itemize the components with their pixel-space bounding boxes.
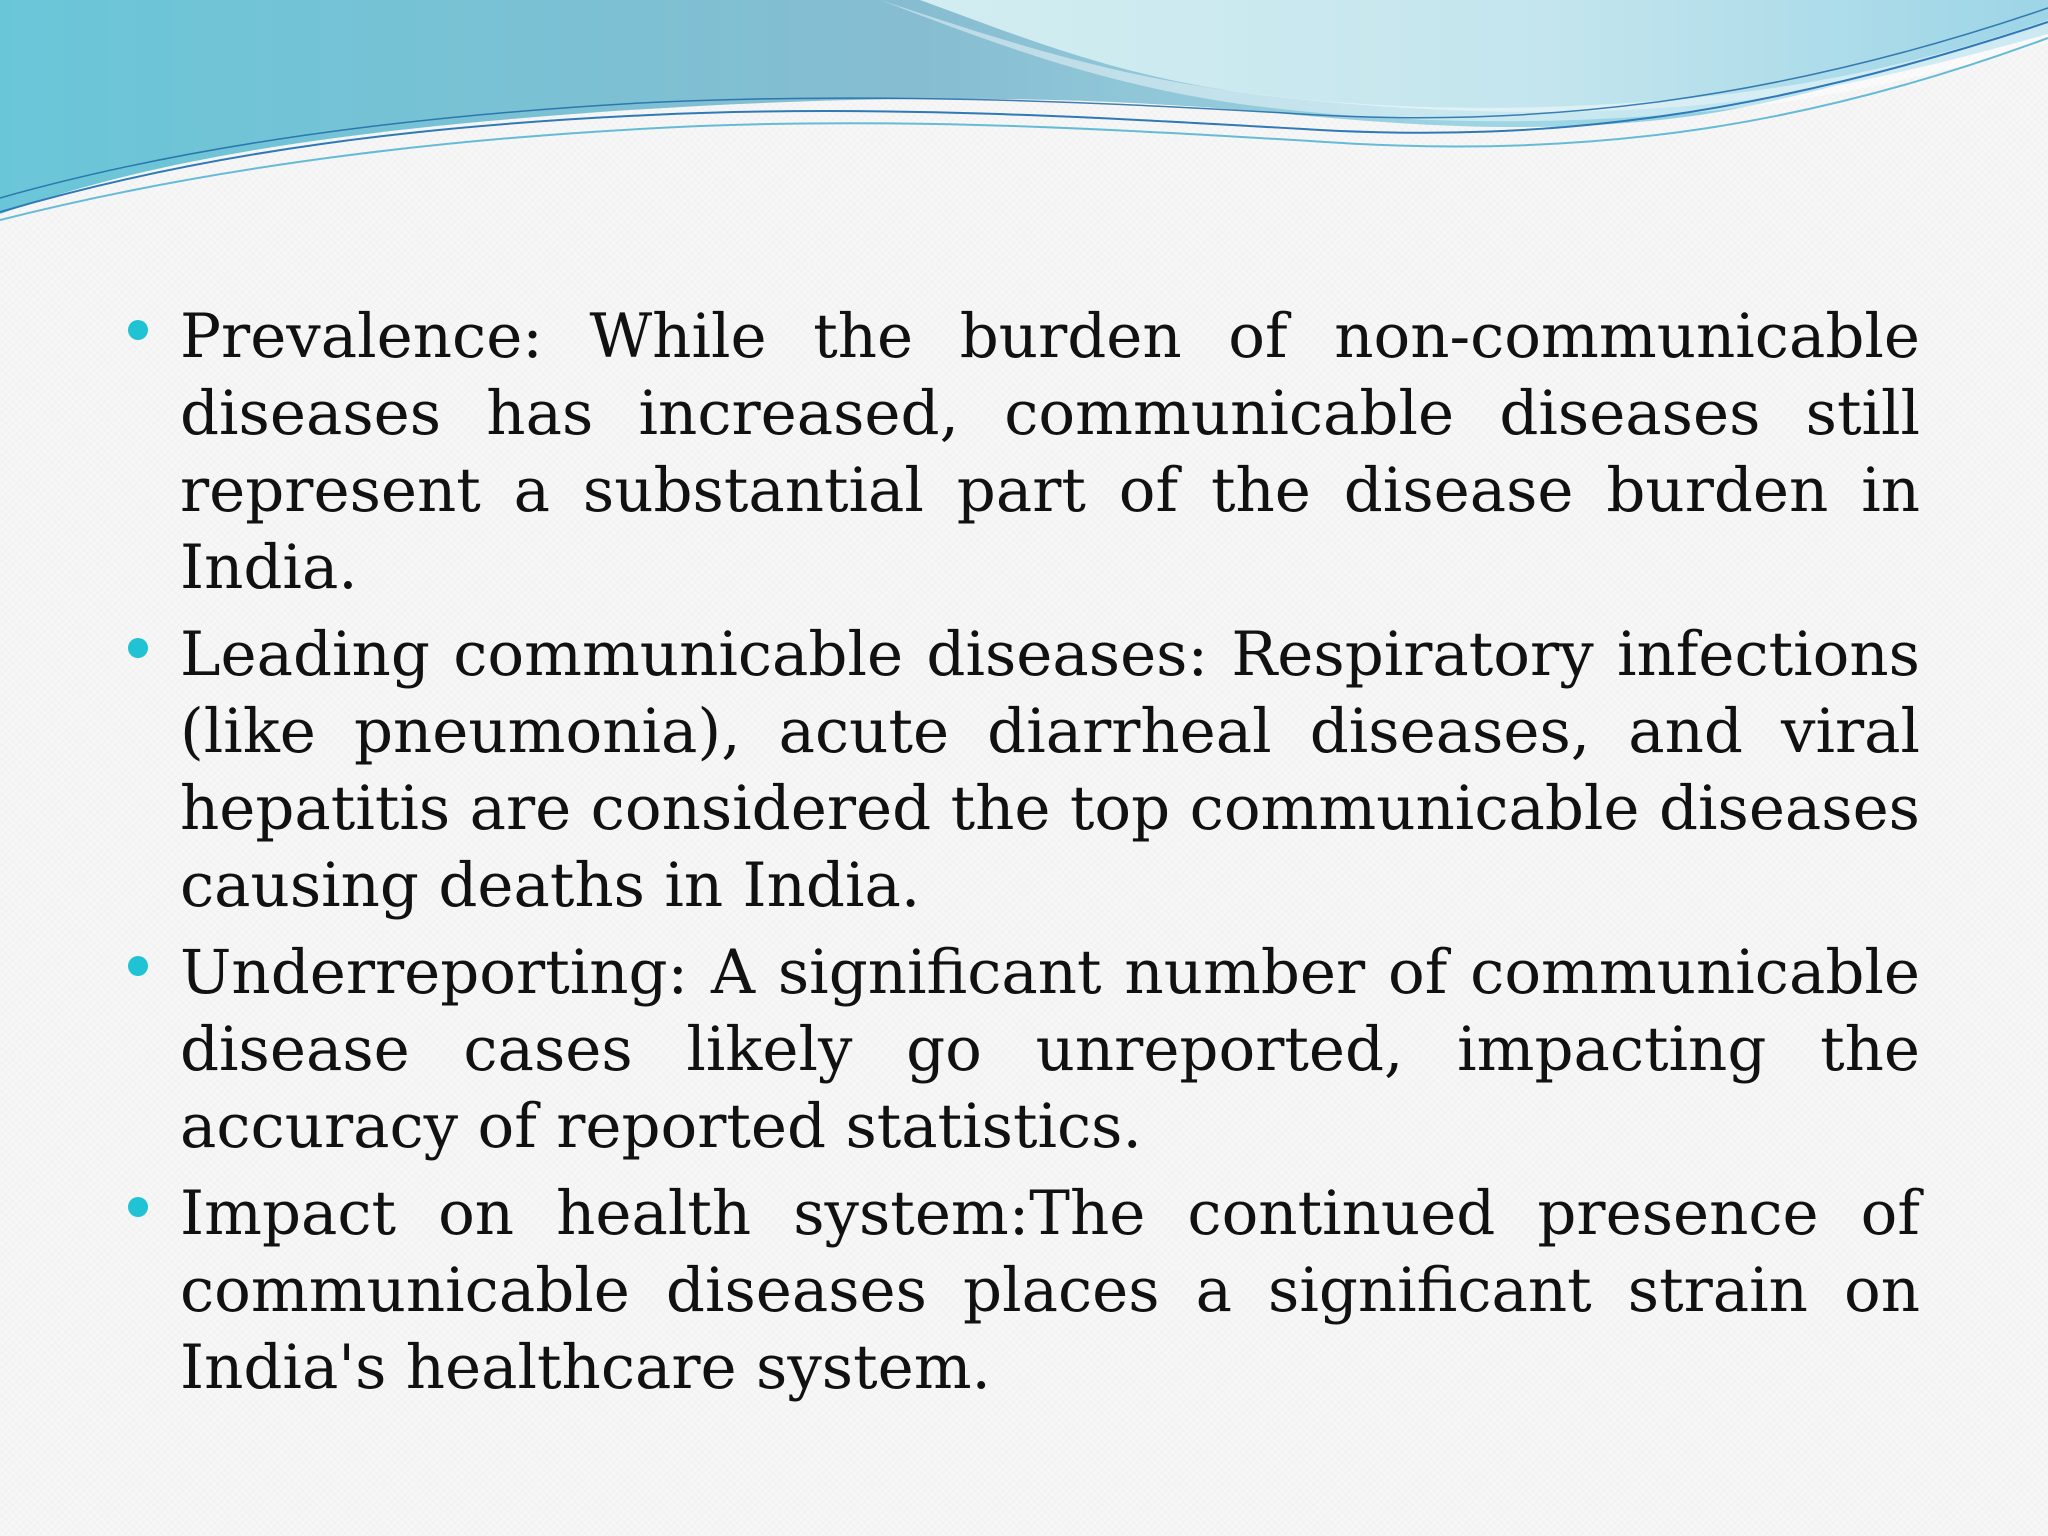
bullet-item-underreporting <box>128 934 1920 1165</box>
bullet-item-impact-on-health-system <box>128 1175 1920 1406</box>
bullet-item-leading-communicable-diseases <box>128 616 1920 924</box>
bullet-marker-icon <box>128 638 148 658</box>
bullet-text-leading-communicable-diseases: Leading communicable diseases: Respiratory infections (like pneumonia), acute diarrheal diseases, and viral hepatitis are considered the top communicable diseases causing deaths in India. <box>180 619 1920 921</box>
bullet-text-prevalence: Prevalence: While the burden of non-communicable diseases has increased, communicable diseases still represent a substantial part of the disease burden in India. <box>180 301 1920 603</box>
bullet-text-impact-on-health-system: Impact on health system:The continued presence of communicable diseases places a significant strain on India's healthcare system. <box>180 1178 1920 1403</box>
bullet-marker-icon <box>128 1197 148 1217</box>
bullet-marker-icon <box>128 956 148 976</box>
bullet-text-underreporting: Underreporting: A significant number of communicable disease cases likely go unreported, impacting the accuracy of reported statistics. <box>180 937 1920 1162</box>
bullet-marker-icon <box>128 320 148 340</box>
bullet-item-prevalence <box>128 298 1920 606</box>
wave-header-graphic <box>0 0 2048 240</box>
bullet-list <box>128 298 1920 1416</box>
